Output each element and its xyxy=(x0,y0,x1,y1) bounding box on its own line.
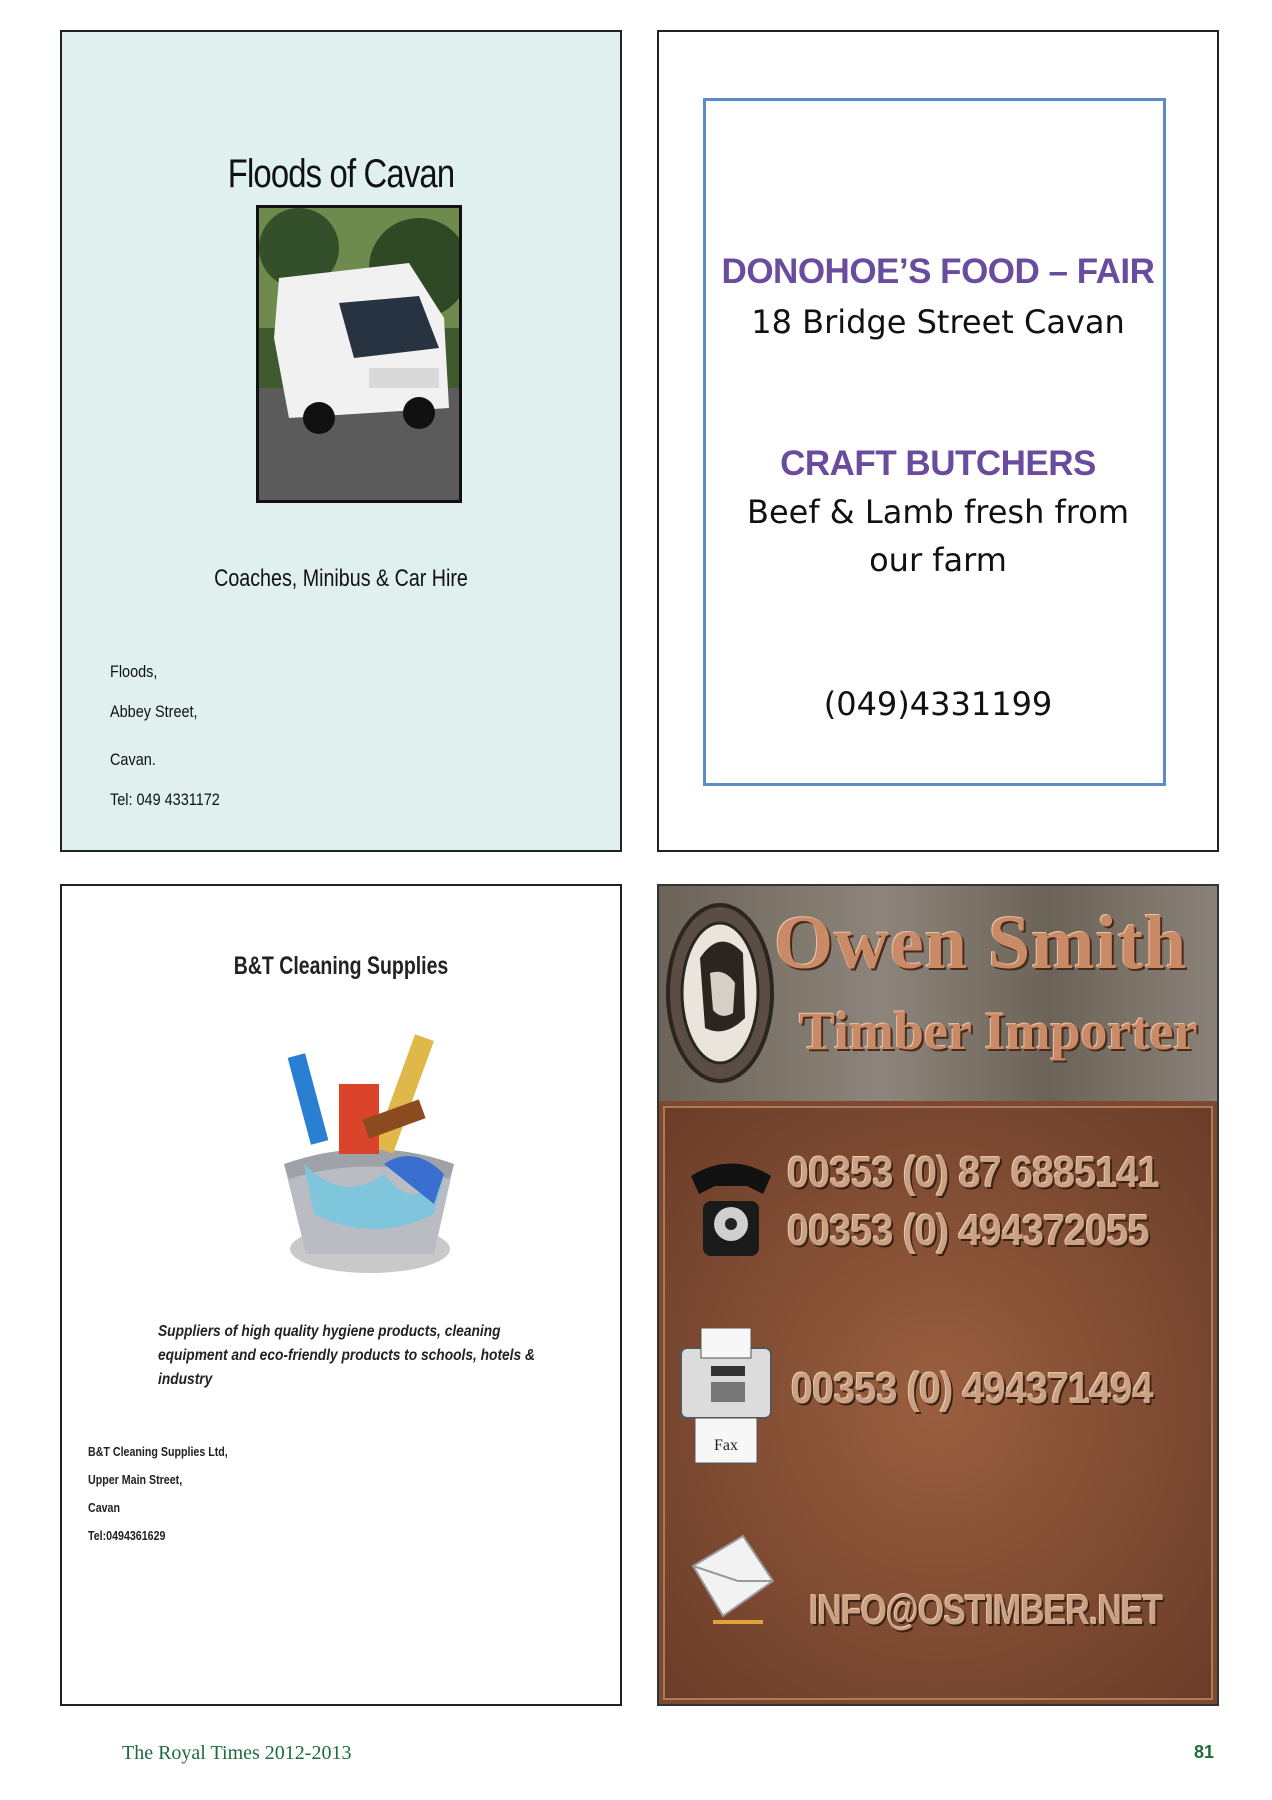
donohoe-phone: (049)4331199 xyxy=(823,685,1053,723)
floods-address-line: Cavan. xyxy=(110,750,156,769)
fax-label: Fax xyxy=(714,1437,738,1454)
bt-address-line: B&T Cleaning Supplies Ltd, xyxy=(88,1444,228,1459)
floods-title: Floods of Cavan xyxy=(227,152,455,196)
craft-butchers-heading: CRAFT BUTCHERS xyxy=(780,444,1096,483)
owen-smith-ad-panel xyxy=(657,884,1219,1706)
owen-brand-sub: Timber Importer xyxy=(799,1001,1198,1061)
minibus-photo xyxy=(256,205,462,503)
envelope-icon xyxy=(683,1526,783,1636)
publication-name: The Royal Times 2012-2013 xyxy=(122,1742,352,1764)
bt-address-line: Cavan xyxy=(88,1500,121,1515)
floods-ad-panel xyxy=(60,30,622,852)
floods-phone: Tel: 049 4331172 xyxy=(110,790,220,809)
floods-address-line: Floods, xyxy=(110,662,158,681)
page-number: 81 xyxy=(1194,1742,1215,1762)
donohoe-heading: DONOHOE’S FOOD – FAIR xyxy=(721,252,1155,291)
bt-title: B&T Cleaning Supplies xyxy=(233,952,449,980)
floods-address-line: Abbey Street, xyxy=(110,702,198,721)
donohoe-tagline: Beef & Lamb fresh from xyxy=(747,493,1129,531)
donohoe-address: 18 Bridge Street Cavan xyxy=(751,303,1125,341)
bt-address-line: Upper Main Street, xyxy=(88,1472,183,1487)
owen-brand-name: Owen Smith xyxy=(774,901,1188,985)
bt-description: Suppliers of high quality hygiene products, cleaning equipment and eco-friendly products to schools, hotels & industry xyxy=(158,1323,535,1388)
telephone-icon xyxy=(681,1156,781,1266)
bt-phone: Tel:0494361629 xyxy=(88,1528,166,1543)
owen-fax: 00353 (0) 494371494 xyxy=(791,1364,1153,1413)
owen-email: INFO@OSTIMBER.NET xyxy=(809,1586,1163,1633)
fax-icon xyxy=(671,1328,781,1468)
bt-ad-panel xyxy=(60,884,622,1706)
owen-phone-2: 00353 (0) 494372055 xyxy=(787,1206,1149,1255)
chief-logo-icon xyxy=(665,898,775,1088)
donohoe-tagline: our farm xyxy=(869,541,1007,579)
owen-phone-1: 00353 (0) 87 6885141 xyxy=(787,1148,1159,1197)
floods-services: Coaches, Minibus & Car Hire xyxy=(214,565,468,592)
cleaning-bucket-illustration xyxy=(244,1014,496,1284)
donohoe-ad-panel xyxy=(657,30,1219,852)
